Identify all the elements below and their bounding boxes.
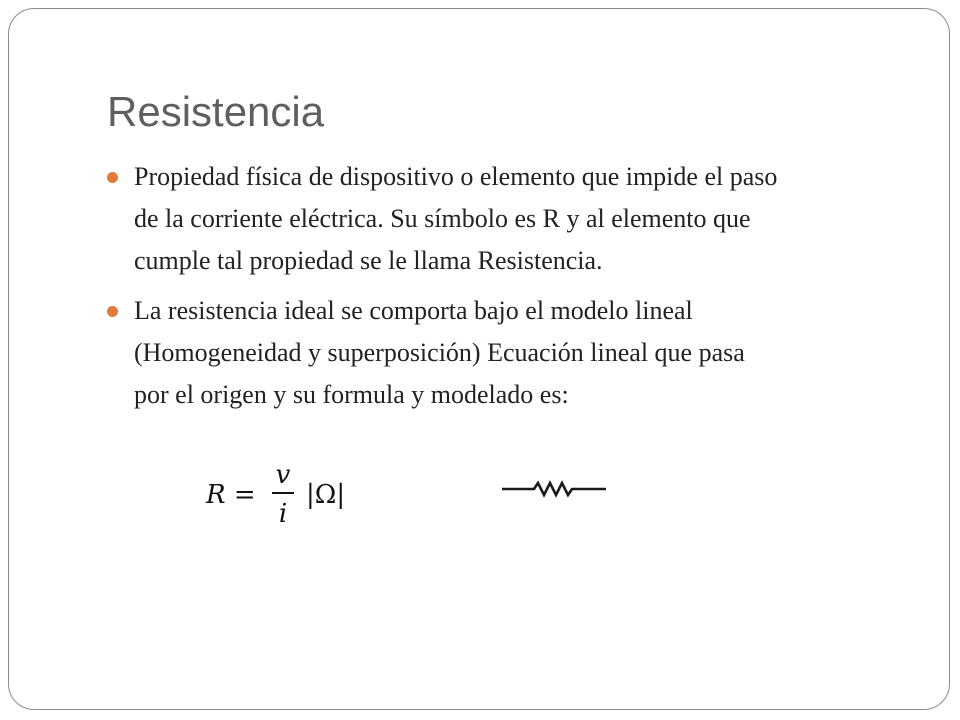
formula-fraction (272, 458, 294, 534)
formula-equals: = (233, 480, 256, 510)
resistor-icon (502, 478, 608, 500)
bullet-dot-icon (107, 306, 118, 317)
bullet-text-line: cumple tal propiedad se le llama Resistencia. (134, 246, 603, 275)
formula-variable-r: R (206, 480, 226, 510)
bullet-item (134, 156, 894, 282)
slide-title: Resistencia (107, 88, 325, 135)
formula-unit: |Ω| (306, 480, 346, 510)
bullet-item (134, 290, 894, 416)
formula-denominator: i (278, 498, 288, 529)
bullet-list (134, 156, 894, 424)
bullet-text-line: La resistencia ideal se comporta bajo el modelo lineal (134, 296, 693, 325)
bullet-text-line: (Homogeneidad y superposición) Ecuación lineal que pasa (134, 338, 745, 367)
resistor-zigzag (502, 483, 606, 495)
formula-numerator: v (275, 460, 291, 490)
bullet-text-line: de la corriente eléctrica. Su símbolo es R y al elemento que (134, 204, 751, 233)
bullet-dot-icon (107, 172, 118, 183)
bullet-text-line: por el origen y su formula y modelado es: (134, 380, 569, 409)
bullet-text-line: Propiedad física de dispositivo o elemento que impide el paso (134, 162, 778, 191)
formula-lhs (206, 480, 256, 510)
